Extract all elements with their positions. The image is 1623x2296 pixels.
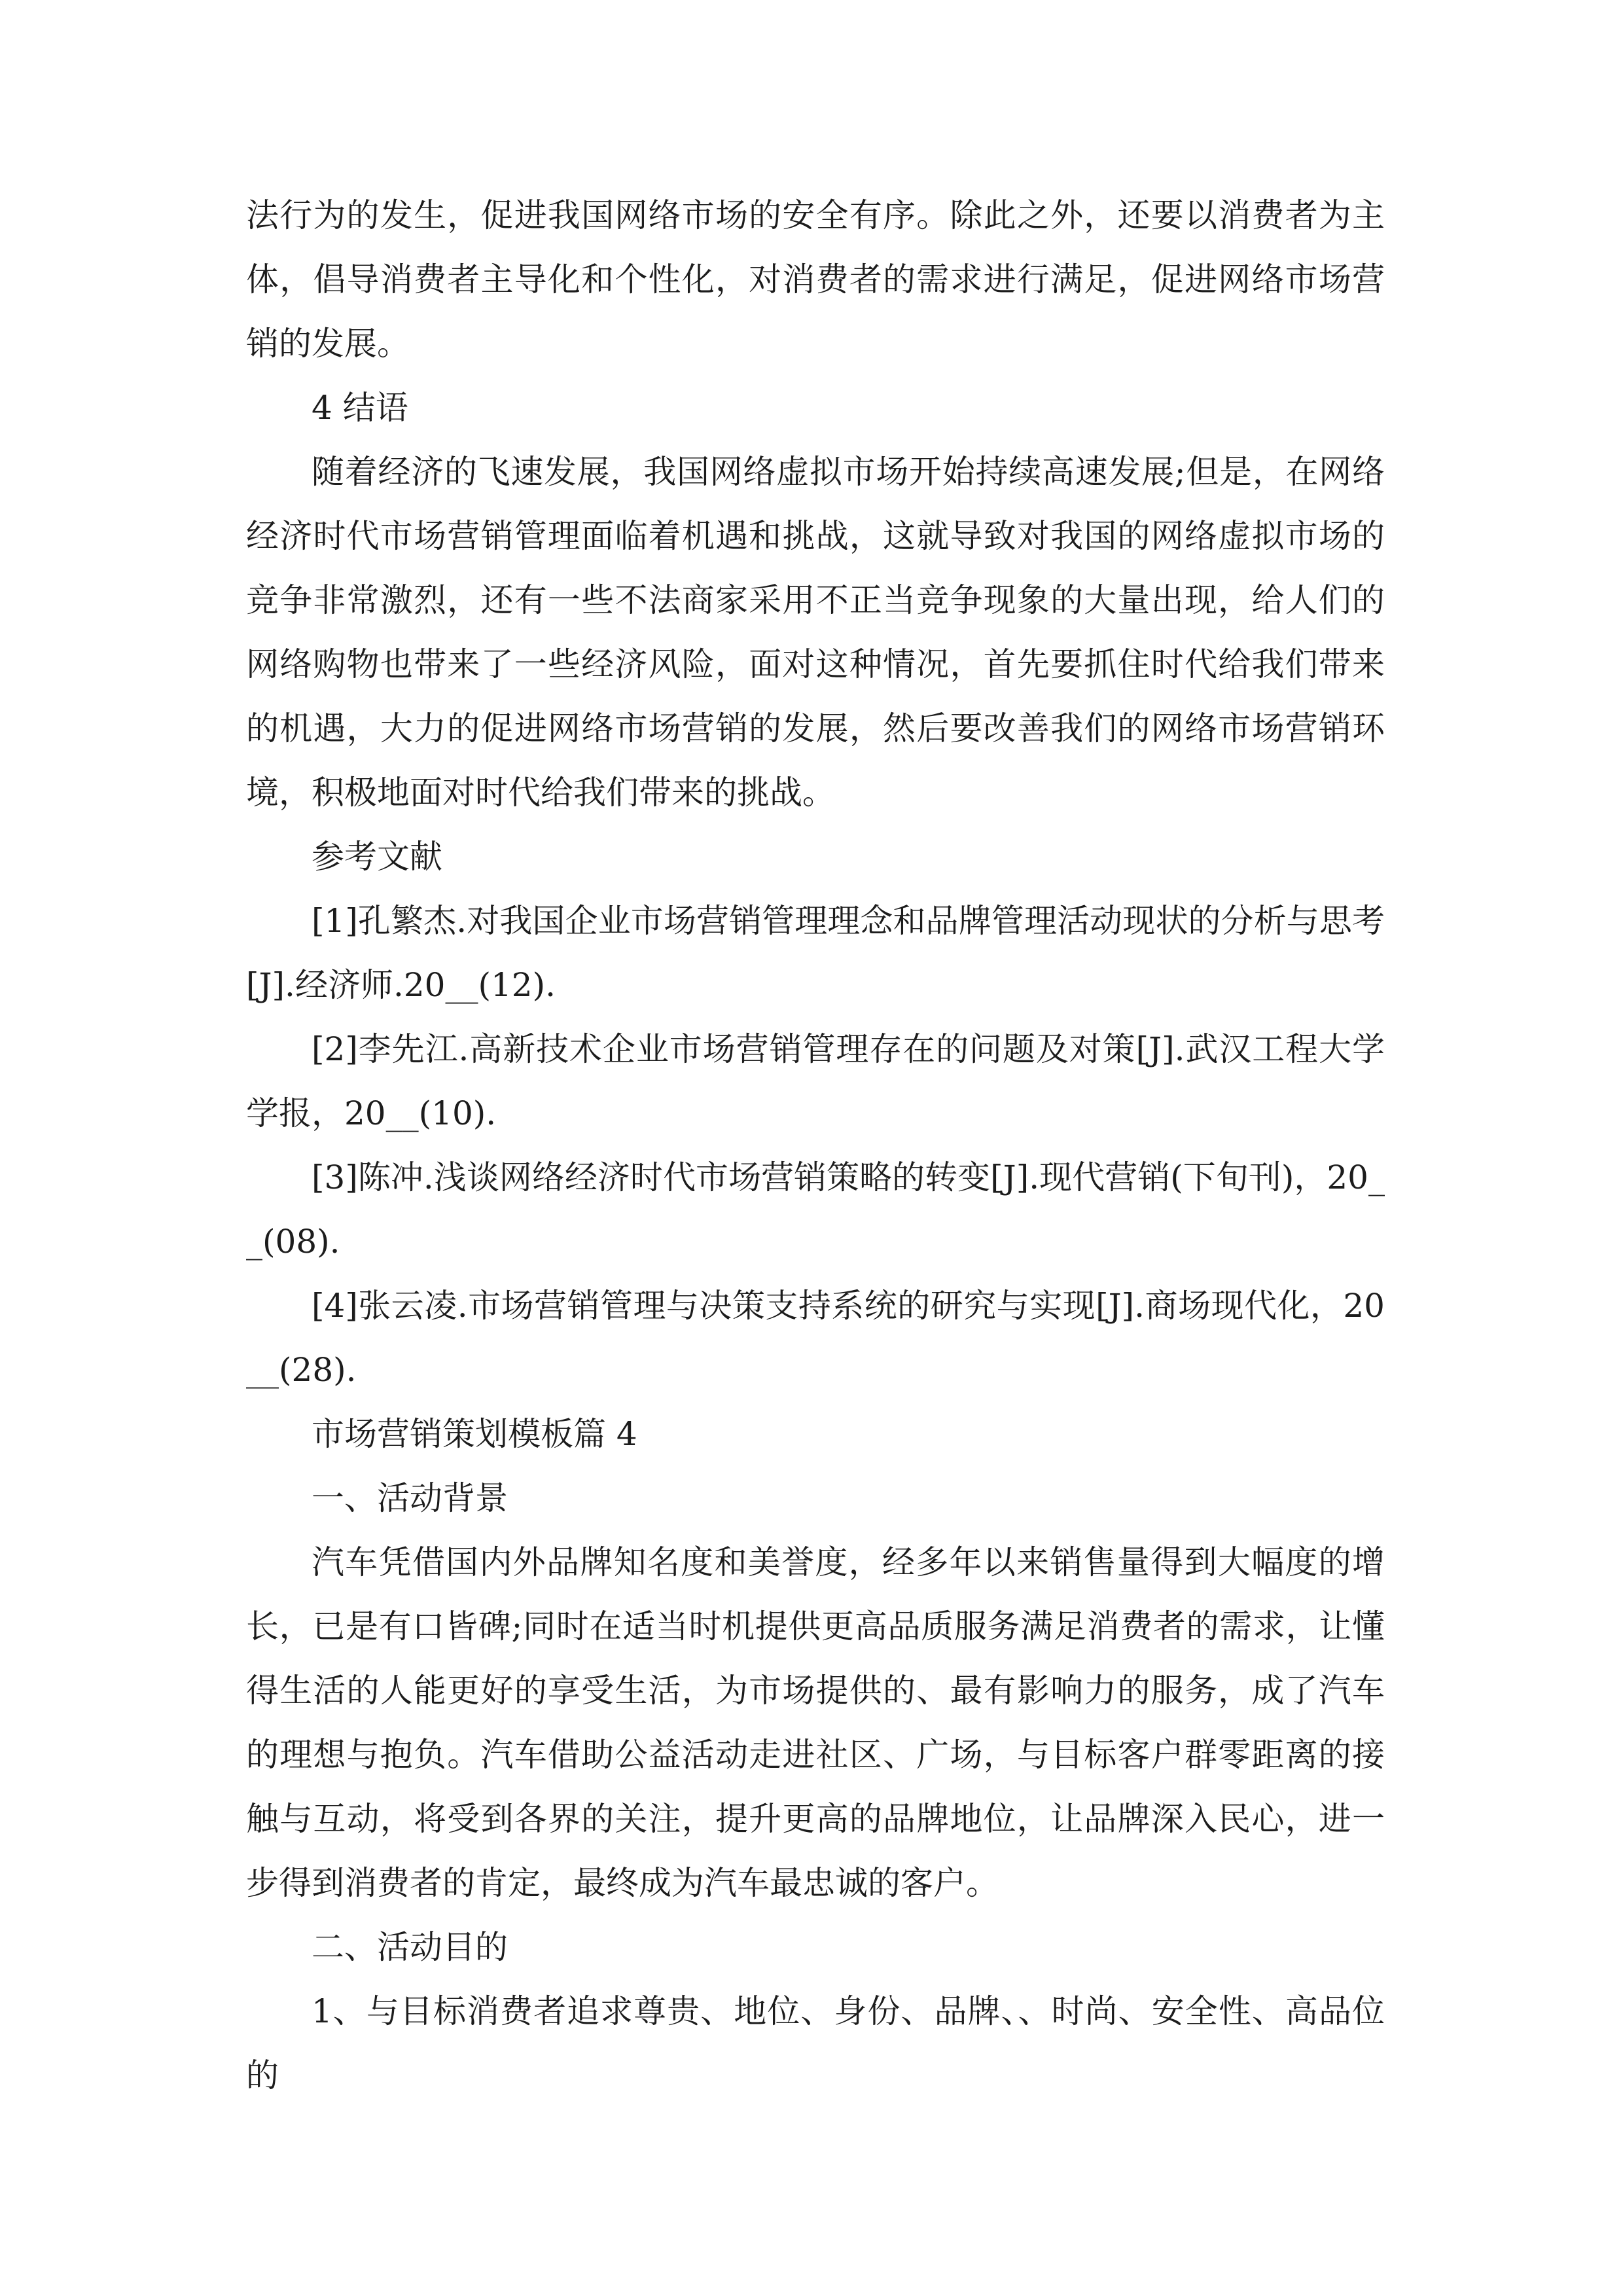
- paragraph-conclusion: 随着经济的飞速发展，我国网络虚拟市场开始持续高速发展;但是，在网络经济时代市场营销管理面临着机遇和挑战，这就导致对我国的网络虚拟市场的竞争非常激烈，还有一些不法商家采用不正当竞争现象的大量出现，给人们的网络购物也带来了一些经济风险，面对这种情况，首先要抓住时代给我们带来的机遇，大力的促进网络市场营销的发展，然后要改善我们的网络市场营销环境，积极地面对时代给我们带来的挑战。: [246, 453, 1385, 812]
- heading-activity-purpose: 二、活动目的: [312, 1928, 508, 1966]
- heading-activity-background: 一、活动背景: [312, 1479, 508, 1517]
- reference-item: [1]孔繁杰.对我国企业市场营销管理理念和品牌管理活动现状的分析与思考[J].经济师.20__(12).: [246, 902, 1385, 1004]
- reference-item: [4]张云凌.市场营销管理与决策支持系统的研究与实现[J].商场现代化，20__(28).: [246, 1287, 1385, 1389]
- heading-template-4: 市场营销策划模板篇 4: [312, 1415, 637, 1453]
- document-page: [246, 183, 1385, 2108]
- reference-item: [2]李先江.高新技术企业市场营销管理存在的问题及对策[J].武汉工程大学学报，20__(10).: [246, 1030, 1385, 1132]
- paragraph-continuation: 法行为的发生，促进我国网络市场的安全有序。除此之外，还要以消费者为主体，倡导消费者主导化和个性化，对消费者的需求进行满足，促进网络市场营销的发展。: [246, 196, 1385, 363]
- paragraph-activity-background: 汽车凭借国内外品牌知名度和美誉度，经多年以来销售量得到大幅度的增长，已是有口皆碑;同时在适当时机提供更高品质服务满足消费者的需求，让懂得生活的人能更好的享受生活，为市场提供的、最有影响力的服务，成了汽车的理想与抱负。汽车借助公益活动走进社区、广场，与目标客户群零距离的接触与互动，将受到各界的关注，提升更高的品牌地位，让品牌深入民心，进一步得到消费者的肯定，最终成为汽车最忠诚的客户。: [246, 1543, 1385, 1902]
- heading-conclusion: 4 结语: [312, 389, 408, 427]
- reference-item: [3]陈冲.浅谈网络经济时代市场营销策略的转变[J].现代营销(下旬刊)，20__(08).: [246, 1158, 1385, 1261]
- paragraph-activity-purpose-1: 1、与目标消费者追求尊贵、地位、身份、品牌、、时尚、安全性、高品位的: [246, 1992, 1385, 2094]
- heading-references: 参考文献: [312, 838, 442, 876]
